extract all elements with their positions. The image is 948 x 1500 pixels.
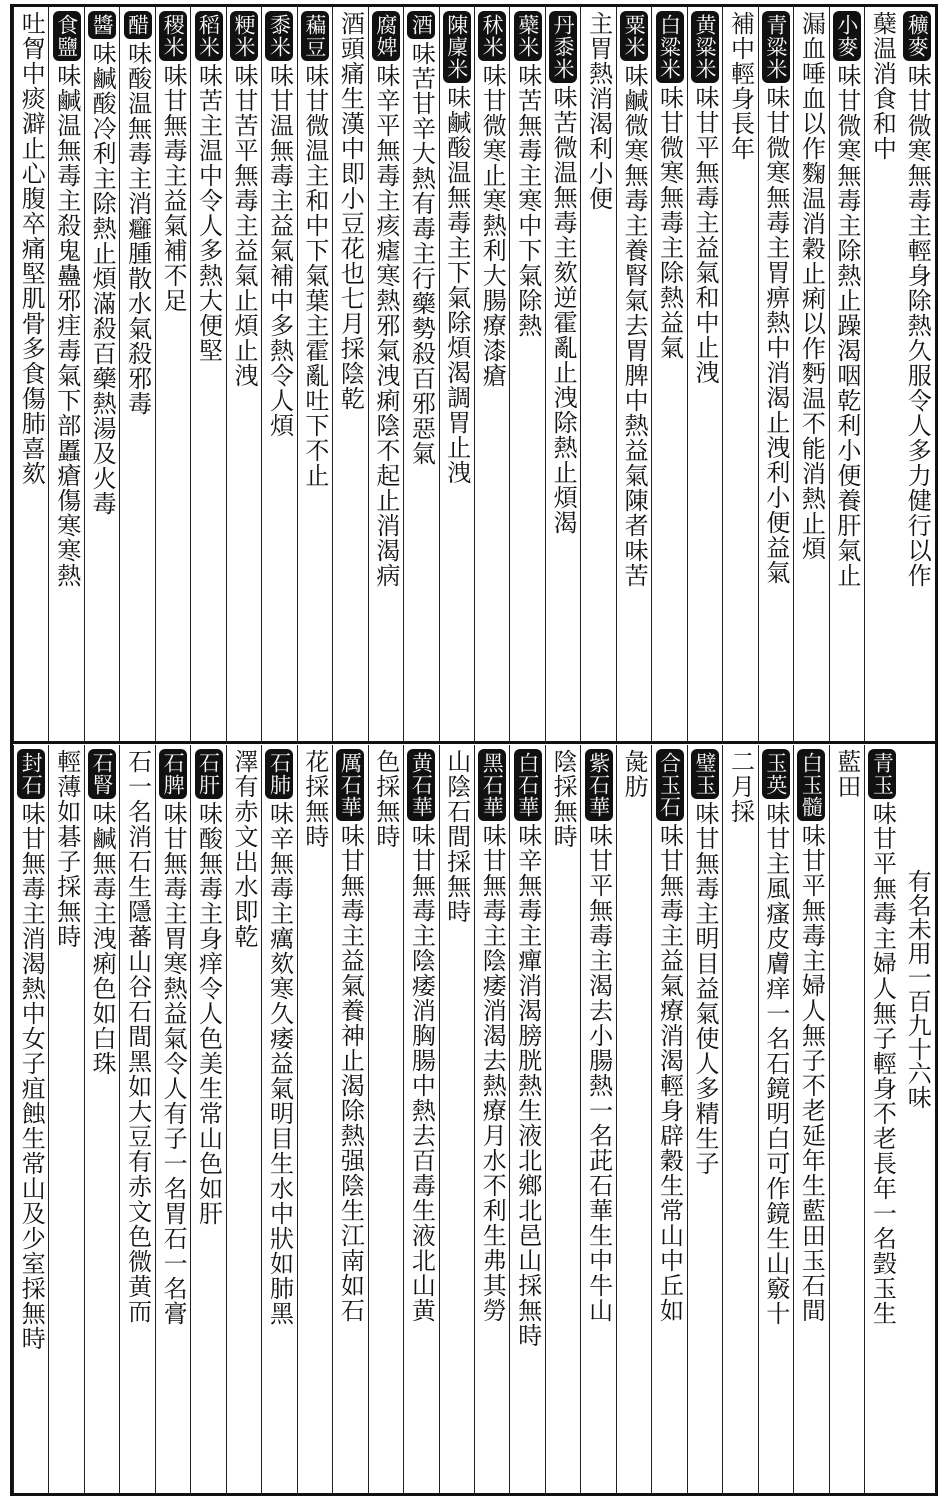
entry-column — [155, 7, 190, 741]
entry-text: 補中輕身長年 — [726, 11, 755, 161]
entry-column — [509, 7, 544, 741]
entry-label: 白粱米 — [656, 11, 684, 83]
entry-label: 合玉石 — [656, 749, 684, 821]
entry-column — [190, 745, 225, 1493]
continuation-column — [297, 745, 332, 1493]
entry-label: 白玉髓 — [797, 749, 825, 821]
entry-column — [474, 7, 509, 741]
entry-text: 色採無時 — [371, 749, 400, 849]
entry-label: 腐婢 — [372, 11, 400, 61]
continuation-column — [368, 745, 403, 1493]
entry-label: 黍米 — [265, 11, 293, 61]
entry-text: 味甘温無毒主益氣補中多熱令人煩 — [265, 63, 294, 438]
entry-text: 味甘微寒無毒主除熱益氣 — [655, 85, 684, 360]
entry-label: 蘗米 — [514, 11, 542, 61]
entry-text: 蘖温消食和中 — [868, 11, 897, 161]
continuation-column — [864, 7, 899, 741]
entry-text: 味甘無毒主益氣療消渴輕身辟穀生常山中丘如 — [655, 823, 684, 1323]
entry-column — [403, 745, 438, 1493]
section-heading-column — [900, 745, 935, 1493]
entry-column — [190, 7, 225, 741]
entry-label: 石腎 — [88, 749, 116, 799]
entry-label: 黑石華 — [478, 749, 506, 821]
entry-text: 味甘無毒主消渴熱中女子疽蝕生常山及少室採無時 — [17, 801, 46, 1351]
entry-column — [332, 745, 367, 1493]
entry-text: 味甘主風瘙皮膚痒一名石鏡明白可作鏡生山竅十 — [761, 801, 790, 1326]
entry-text: 味甘微温主和中下氣葉主霍亂吐下不止 — [300, 63, 329, 488]
entry-label: 紫石華 — [585, 749, 613, 821]
entry-column — [297, 7, 332, 741]
entry-column — [651, 745, 686, 1493]
entry-column — [84, 745, 119, 1493]
entry-column — [758, 7, 793, 741]
entry-label: 黄粱米 — [691, 11, 719, 83]
entry-label: 丹黍米 — [549, 11, 577, 83]
entry-text: 味甘無毒主陰痿消胸腸中熱去百毒生液北山黄 — [407, 823, 436, 1323]
entry-text: 陰採無時 — [549, 749, 578, 849]
entry-text: 藍田 — [832, 749, 861, 799]
entry-text: 味酸無毒主身痒令人色美生常山色如肝 — [194, 801, 223, 1226]
entry-column — [84, 7, 119, 741]
entry-text: 山陰石間採無時 — [442, 749, 471, 924]
lower-register — [13, 745, 935, 1493]
continuation-column — [829, 745, 864, 1493]
entry-text: 石一名消石生隱蕃山谷石間黑如大豆有赤文色微黄而 — [123, 749, 152, 1324]
entry-column — [545, 7, 580, 741]
entry-label: 醋 — [124, 11, 152, 39]
section-heading: 有名未用一百九十六味 — [903, 869, 932, 1109]
entry-text: 澤有赤文出水即乾 — [230, 749, 258, 949]
entry-column — [439, 7, 474, 741]
entry-text: 味甘無毒主益氣養神止渴除熱强陰生江南如石 — [336, 823, 365, 1323]
entry-label: 黄石華 — [407, 749, 435, 821]
entry-label: 青粱米 — [762, 11, 790, 83]
entry-column — [155, 745, 190, 1493]
continuation-column — [226, 745, 261, 1493]
entry-text: 味甘平無毒主渴去小腸熱一名茈石華生中牛山 — [584, 823, 613, 1323]
entry-column — [368, 7, 403, 741]
entry-column — [48, 7, 83, 741]
entry-column — [119, 7, 154, 741]
entry-label: 食鹽 — [53, 11, 81, 61]
entry-label: 穬麥 — [903, 11, 931, 61]
entry-text: 味苦甘辛大熱有毒主行藥勢殺百邪惡氣 — [407, 41, 436, 466]
entry-text: 味鹹酸冷利主除熱止煩滿殺百藥熱湯及火毒 — [88, 41, 117, 516]
continuation-column — [580, 7, 615, 741]
entry-text: 酒頭痛生漢中即小豆花也七月採陰乾 — [336, 11, 365, 411]
entry-text: 味辛平無毒主痎瘧寒熱邪氣洩痢陰不起止消渴病 — [371, 63, 400, 588]
entry-label: 封石 — [17, 749, 45, 799]
entry-text: 味甘苦平無毒主益氣止煩止洩 — [230, 63, 258, 388]
entry-label: 粳米 — [230, 11, 258, 61]
entry-text: 味鹹温無毒主殺鬼蠱邪疰毒氣下部䘌瘡傷寒寒熱 — [52, 63, 81, 588]
entry-text: 味鹹微寒無毒主養腎氣去胃脾中熱益氣陳者味苦 — [620, 63, 649, 588]
continuation-column — [119, 745, 154, 1493]
continuation-column — [722, 745, 757, 1493]
entry-text: 味甘微寒無毒主胃痹熱中消渴止洩利小便益氣 — [761, 85, 790, 585]
continuation-column — [13, 7, 48, 741]
entry-label: 稻米 — [195, 11, 223, 61]
entry-text: 主胃熱消渴利小便 — [584, 11, 613, 211]
entry-column — [474, 745, 509, 1493]
entry-column — [687, 7, 722, 741]
entry-text: 味甘無毒主明目益氣使人多精生子 — [691, 801, 719, 1176]
entry-label: 稷米 — [159, 11, 187, 61]
entry-text: 味鹹酸温無毒主下氣除煩渴調胃止洩 — [442, 85, 471, 485]
entry-column — [864, 745, 899, 1493]
entry-text: 味甘無毒主陰痿消渴去熱療月水不利生弗其勞 — [478, 823, 507, 1323]
entry-text: 味甘平無毒主益氣和中止洩 — [691, 85, 719, 385]
entry-column — [687, 745, 722, 1493]
entry-text: 花採無時 — [300, 749, 329, 849]
entry-column — [900, 7, 935, 741]
entry-text: 味甘微寒無毒主除熱止躁渴咽乾利小便養肝氣止 — [832, 63, 861, 588]
entry-text: 彘肪 — [620, 749, 649, 799]
continuation-column — [722, 7, 757, 741]
entry-column — [261, 7, 296, 741]
upper-register — [13, 7, 935, 741]
entry-label: 粟米 — [620, 11, 648, 61]
entry-label: 璧玉 — [691, 749, 719, 799]
entry-label: 石脾 — [159, 749, 187, 799]
entry-label: 厲石華 — [336, 749, 364, 821]
entry-text: 味甘微寒無毒主輕身除熱久服令人多力健行以作 — [903, 63, 932, 588]
entry-column — [403, 7, 438, 741]
entry-text: 味甘平無毒主婦人無子輕身不老長年一名瑴玉生 — [868, 801, 897, 1326]
entry-label: 陳廩米 — [443, 11, 471, 83]
entry-column — [758, 745, 793, 1493]
entry-column — [651, 7, 686, 741]
continuation-column — [616, 745, 651, 1493]
entry-text: 二月採 — [726, 749, 755, 824]
entry-text: 味鹹無毒主洩痢色如白珠 — [88, 801, 117, 1076]
continuation-column — [545, 745, 580, 1493]
entry-column — [509, 745, 544, 1493]
entry-column — [829, 7, 864, 741]
continuation-column — [332, 7, 367, 741]
entry-text: 味苦主温中令人多熱大便堅 — [194, 63, 223, 363]
register-divider — [10, 741, 938, 744]
entry-label: 小麥 — [833, 11, 861, 61]
entry-text: 味甘微寒止寒熱利大腸療漆瘡 — [478, 63, 507, 388]
continuation-column — [48, 745, 83, 1493]
entry-column — [261, 745, 296, 1493]
entry-label: 秫米 — [478, 11, 506, 61]
continuation-column — [439, 745, 474, 1493]
entry-text: 味甘無毒主胃寒熱益氣令人有子一名胃石一名膏 — [159, 801, 188, 1326]
entry-label: 石肺 — [265, 749, 293, 799]
entry-text: 味苦微温無毒主欬逆霍亂止洩除熱止煩渴 — [549, 85, 578, 535]
entry-text: 輕薄如碁子採無時 — [52, 749, 81, 949]
entry-column — [793, 745, 828, 1493]
entry-label: 青玉 — [868, 749, 896, 799]
entry-text: 味辛無毒主癘欬寒久痿益氣明目生水中狀如肺黑 — [265, 801, 294, 1326]
entry-text: 吐胷中痰澼止心腹卒痛堅肌骨多食傷肺喜欬 — [17, 11, 46, 486]
entry-text: 漏血唾血以作麴温消穀止痢以作麪温不能消熱止煩 — [797, 11, 826, 561]
entry-column — [580, 745, 615, 1493]
entry-label: 藊豆 — [301, 11, 329, 61]
entry-column — [226, 7, 261, 741]
entry-label: 酒 — [407, 11, 435, 39]
entry-column — [616, 7, 651, 741]
entry-text: 味甘無毒主益氣補不足 — [159, 63, 188, 313]
entry-label: 白石華 — [514, 749, 542, 821]
entry-label: 玉英 — [762, 749, 790, 799]
entry-label: 醬 — [88, 11, 116, 39]
entry-text: 味甘平無毒主婦人無子不老延年生藍田玉石間 — [797, 823, 826, 1323]
entry-text: 味苦無毒主寒中下氣除熱 — [513, 63, 542, 338]
entry-column — [13, 745, 48, 1493]
entry-text: 味酸温無毒主消癰腫散水氣殺邪毒 — [123, 41, 152, 416]
entry-text: 味辛無毒主癉消渴膀胱熱生液北鄉北邑山採無時 — [513, 823, 542, 1348]
continuation-column — [793, 7, 828, 741]
entry-label: 石肝 — [195, 749, 223, 799]
